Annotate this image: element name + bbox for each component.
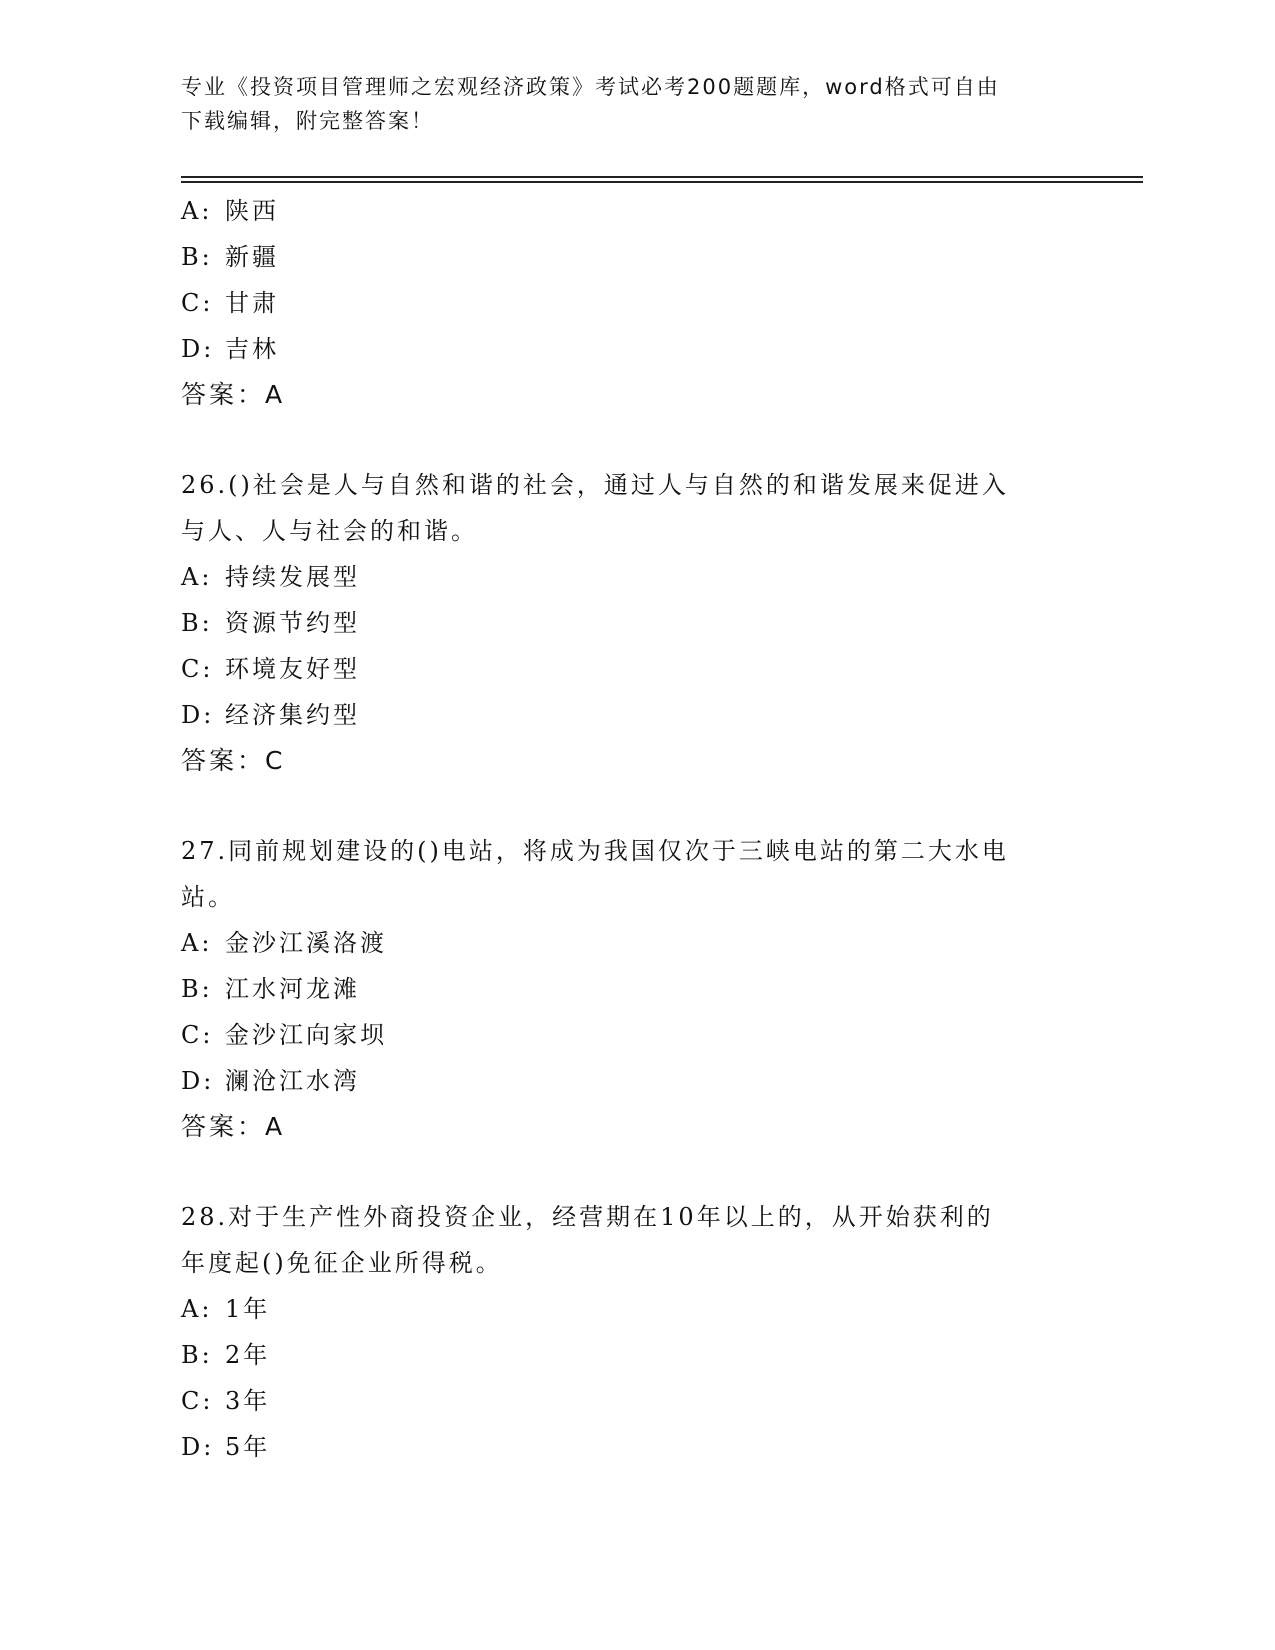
question-28 [181,1194,1101,1470]
option-a [181,920,1101,966]
option-c [181,280,1101,326]
option-text: 环境友好型 [225,655,360,683]
option-b [181,600,1101,646]
option-key: D: [181,335,215,363]
spacer [181,784,1101,828]
option-text: 江水河龙滩 [225,975,360,1003]
option-key: D: [181,1433,215,1461]
question-list [181,188,1101,1470]
option-text: 陕西 [225,197,279,225]
option-a [181,554,1101,600]
option-c [181,1378,1101,1424]
option-key: C: [181,655,214,683]
answer-line: 答案：C [181,746,286,775]
option-key: A: [181,929,213,957]
option-key: B: [181,243,213,271]
option-a [181,188,1101,234]
option-key: C: [181,1387,214,1415]
question-stem [181,828,1101,920]
option-c [181,1012,1101,1058]
option-text: 2年 [225,1341,271,1369]
option-c [181,646,1101,692]
option-text: 吉林 [225,335,279,363]
question-stem-line-1: 27.同前规划建设的()电站，将成为我国仅次于三峡电站的第二大水电 [181,837,1009,865]
question-25 [181,188,1101,418]
header-divider-top [181,176,1143,178]
question-stem-line-1: 28.对于生产性外商投资企业，经营期在10年以上的，从开始获利的 [181,1203,994,1231]
option-text: 1年 [225,1295,271,1323]
option-key: A: [181,1295,213,1323]
question-stem [181,1194,1101,1286]
option-key: B: [181,1341,213,1369]
question-stem [181,462,1101,554]
option-a [181,1286,1101,1332]
option-key: B: [181,975,213,1003]
option-key: D: [181,1067,215,1095]
spacer [181,418,1101,462]
option-key: D: [181,701,215,729]
option-d [181,1058,1101,1104]
option-text: 甘肃 [225,289,279,317]
option-key: B: [181,609,213,637]
option-text: 新疆 [225,243,279,271]
option-d [181,692,1101,738]
option-text: 持续发展型 [225,563,360,591]
option-text: 金沙江溪洛渡 [225,929,387,957]
option-key: A: [181,563,213,591]
question-stem-line-2: 年度起()免征企业所得税。 [181,1249,503,1277]
question-26 [181,462,1101,784]
header-line-1: 专业《投资项目管理师之宏观经济政策》考试必考200题题库，word格式可自由 [181,75,1000,99]
question-27 [181,828,1101,1150]
option-text: 5年 [225,1433,271,1461]
document-header [181,70,1081,138]
header-line-2: 下载编辑，附完整答案！ [181,109,434,133]
option-b [181,966,1101,1012]
question-stem-line-1: 26.()社会是人与自然和谐的社会，通过人与自然的和谐发展来促进入 [181,471,1009,499]
option-text: 经济集约型 [225,701,360,729]
option-text: 3年 [225,1387,271,1415]
option-b [181,1332,1101,1378]
option-key: A: [181,197,213,225]
answer-line: 答案：A [181,380,286,409]
option-d [181,1424,1101,1470]
question-stem-line-2: 站。 [181,883,235,911]
question-stem-line-2: 与人、人与社会的和谐。 [181,517,478,545]
answer-line: 答案：A [181,1112,286,1141]
option-key: C: [181,1021,214,1049]
option-key: C: [181,289,214,317]
option-b [181,234,1101,280]
spacer [181,1150,1101,1194]
option-d [181,326,1101,372]
option-text: 澜沧江水湾 [225,1067,360,1095]
option-text: 资源节约型 [225,609,360,637]
header-divider-bottom [181,181,1143,183]
option-text: 金沙江向家坝 [225,1021,387,1049]
